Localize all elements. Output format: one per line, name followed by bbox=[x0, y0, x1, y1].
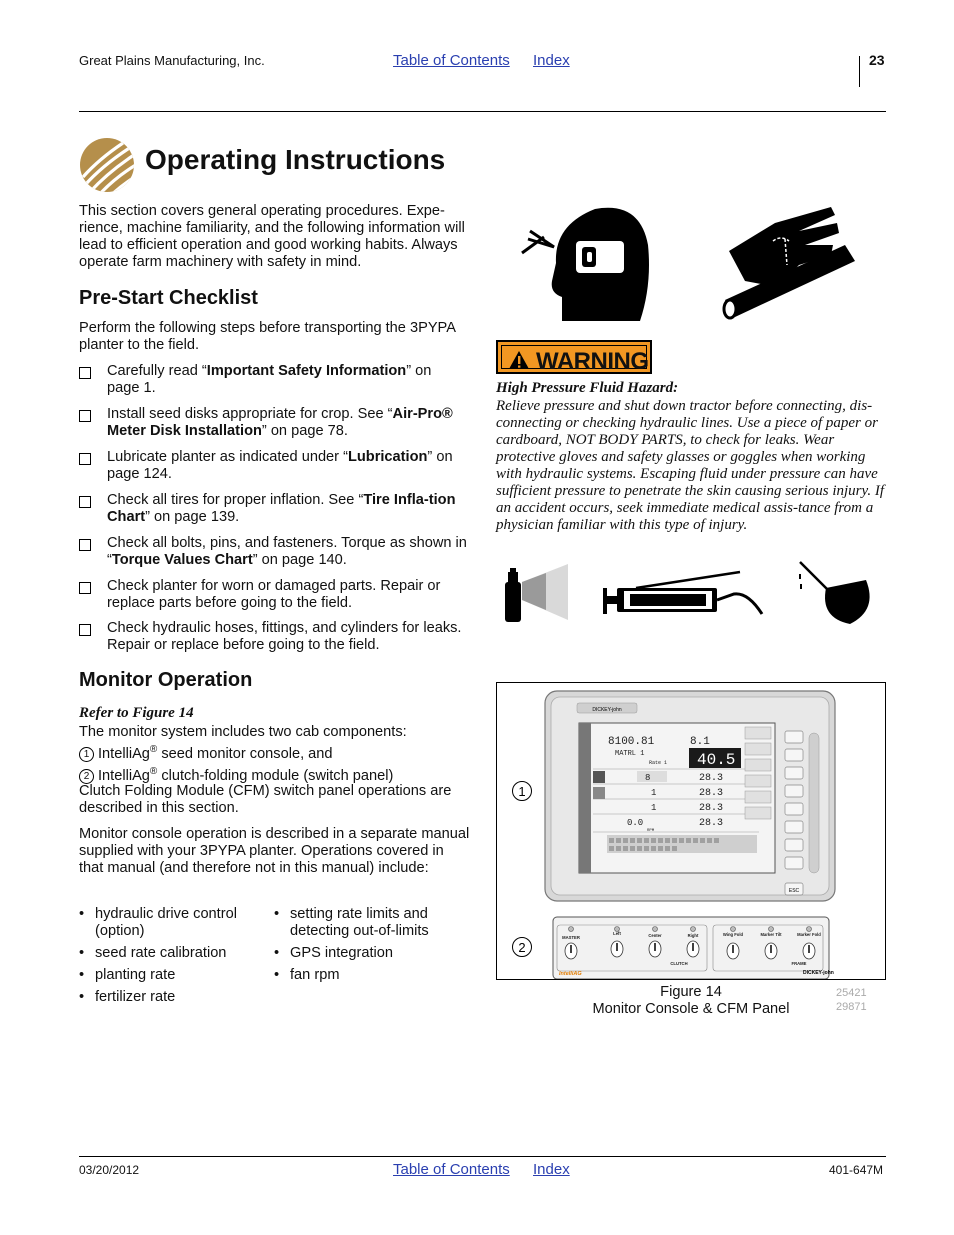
header-rule bbox=[79, 111, 886, 112]
cfm-paragraph: Clutch Folding Module (CFM) switch panel operations are described in this section. bbox=[79, 783, 452, 816]
prestart-intro: Perform the following steps before transporting the 3PYPA planter to the field. bbox=[79, 320, 456, 353]
screen-rate-value: 28.3 bbox=[699, 818, 724, 829]
callout-1-icon: 1 bbox=[79, 747, 94, 762]
eye-protection-icon bbox=[500, 205, 660, 325]
page-number: 23 bbox=[869, 52, 885, 68]
switch-label: Wing Fold bbox=[722, 932, 744, 937]
intro-paragraph: This section covers general operating procedures. Expe-rience, machine familiarity, and the following information will lead to efficient operation and good working habits. Always operate farm machinery with safety in mind. bbox=[79, 203, 465, 270]
callout-2: 2 bbox=[518, 940, 526, 955]
footer-index-link[interactable]: Index bbox=[533, 1161, 570, 1178]
screen-rpm-label: RPM bbox=[647, 829, 655, 833]
figure-reference: Refer to Figure 14 bbox=[79, 705, 194, 721]
footer-toc-link[interactable]: Table of Contents bbox=[393, 1161, 510, 1178]
screen-total: 8100.81 bbox=[608, 736, 655, 748]
footer-date: 03/20/2012 bbox=[79, 1163, 140, 1177]
screen-rate-value: 28.3 bbox=[699, 773, 724, 784]
figure-caption: Figure 14 Monitor Console & CFM Panel bbox=[592, 984, 790, 1017]
header-divider bbox=[859, 56, 860, 87]
checkbox-icon bbox=[79, 582, 91, 594]
hazard-title: High Pressure Fluid Hazard: bbox=[496, 380, 679, 396]
monitor-console-figure bbox=[497, 683, 885, 979]
oil-can-icon bbox=[790, 560, 880, 626]
callout-2-icon: 2 bbox=[79, 769, 94, 784]
switch-label: Marker Tilt bbox=[760, 932, 782, 937]
page-title: Operating Instructions bbox=[145, 144, 446, 175]
checkbox-icon bbox=[79, 496, 91, 508]
header-toc-link[interactable]: Table of Contents bbox=[393, 52, 510, 69]
switch-label: Marker Fold bbox=[797, 932, 821, 937]
switch-label: Left bbox=[613, 931, 621, 936]
components-paragraph: The monitor system includes two cab components: 1 IntelliAg® seed monitor console, and 2 IntelliAg® clutch-folding module (switch panel) bbox=[79, 724, 407, 784]
callout-1: 1 bbox=[518, 784, 526, 799]
frame-label: FRAME bbox=[791, 961, 807, 966]
hand-injury-icon bbox=[715, 205, 865, 320]
company-name: Great Plains Manufacturing, Inc. bbox=[79, 53, 265, 68]
dickey-john-logo: DICKEY-john bbox=[803, 970, 834, 976]
warning-label: WARNING bbox=[496, 340, 652, 374]
checkbox-icon bbox=[79, 539, 91, 551]
switch-label: Right bbox=[687, 933, 699, 938]
header-index-link[interactable]: Index bbox=[533, 52, 570, 69]
great-plains-logo-icon bbox=[79, 137, 135, 193]
console-brand: DICKEY-john bbox=[592, 707, 622, 713]
grease-gun-icon bbox=[600, 570, 770, 620]
switch-label: Center bbox=[648, 933, 662, 938]
screen-row-value: 1 bbox=[651, 788, 657, 798]
screen-big-value: 40.5 bbox=[697, 751, 736, 769]
checkbox-icon bbox=[79, 367, 91, 379]
checkbox-icon bbox=[79, 624, 91, 636]
checkbox-icon bbox=[79, 410, 91, 422]
footer-doc-number: 401-647M bbox=[829, 1163, 884, 1177]
switch-label: MASTER bbox=[562, 935, 580, 940]
monitor-heading: Monitor Operation bbox=[79, 669, 253, 691]
screen-speed: 8.1 bbox=[690, 736, 710, 748]
screen-rate-value: 28.3 bbox=[699, 788, 724, 799]
figure-ref-numbers: 25421 29871 bbox=[836, 987, 867, 1013]
intelliag-logo: IntelliAG bbox=[559, 971, 582, 977]
figure-14-frame bbox=[496, 682, 886, 980]
clutch-label: CLUTCH bbox=[670, 961, 688, 966]
screen-row-value: 0.0 bbox=[627, 818, 644, 828]
checkbox-icon bbox=[79, 453, 91, 465]
warning-triangle-icon bbox=[508, 350, 530, 370]
hazard-body: Relieve pressure and shut down tractor before connecting, dis-connecting or checking hydraulic lines. Use a piece of paper or cardboard, NOT BODY PARTS, to check for leaks. Wear protective gloves and safety glasses or goggles when working with hydraulic systems. Escaping fluid under pressure can have sufficient pressure to penetrate the skin causing serious injury. If an accident occurs, seek immediate medical assis-tance from a physician familiar with this type of injury. bbox=[496, 398, 885, 533]
screen-rate-value: 28.3 bbox=[699, 803, 724, 814]
screen-material: MATRL 1 bbox=[615, 750, 645, 758]
footer-rule bbox=[79, 1156, 886, 1157]
console-paragraph: Monitor console operation is described in a separate manual supplied with your 3PYPA planter. Operations covered in that manual (and therefore not in this manual) include: bbox=[79, 826, 470, 876]
prestart-heading: Pre-Start Checklist bbox=[79, 287, 258, 309]
spray-can-icon bbox=[502, 560, 572, 624]
screen-rate-label: Rate 1 bbox=[649, 760, 668, 766]
screen-row-value: 8 bbox=[645, 773, 651, 783]
screen-row-value: 1 bbox=[651, 803, 657, 813]
esc-button-label: ESC bbox=[788, 888, 800, 894]
